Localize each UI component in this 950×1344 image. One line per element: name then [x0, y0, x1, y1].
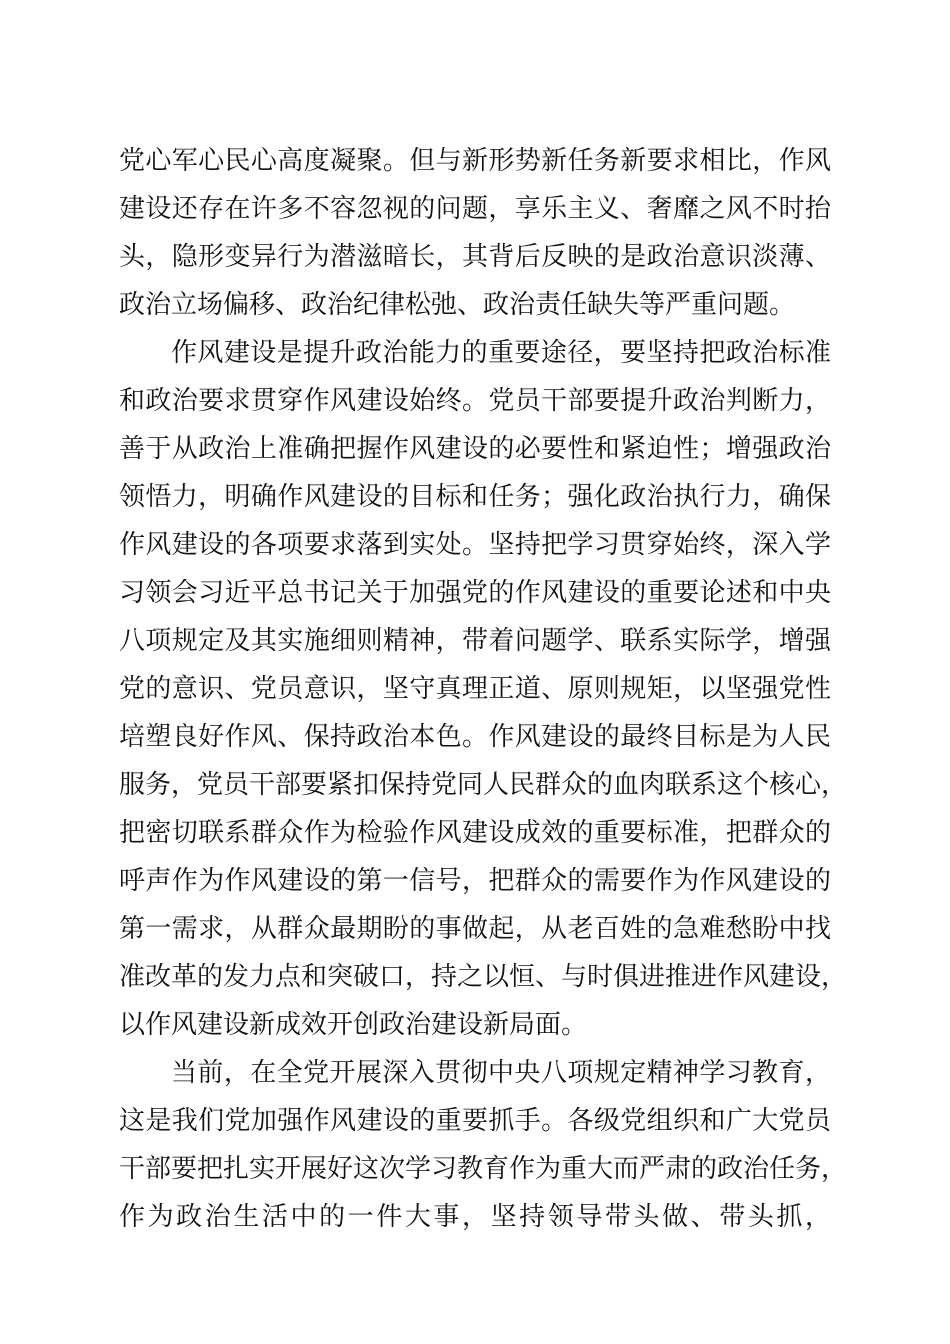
text-line: 和政治要求贯穿作风建设始终。党员干部要提升政治判断力，: [119, 386, 831, 416]
text-line: 准改革的发力点和突破口，持之以恒、与时俱进推进作风建设，: [119, 962, 848, 992]
text-line: 呼声作为作风建设的第一信号，把群众的需要作为作风建设的: [119, 866, 831, 896]
text-line: 八项规定及其实施细则精神，带着问题学、联系实际学，增强: [119, 626, 831, 656]
text-line: 干部要把扎实开展好这次学习教育作为重大而严肃的政治任务，: [119, 1154, 848, 1184]
text-line: 党心军心民心高度凝聚。但与新形势新任务新要求相比，作风: [119, 146, 831, 176]
text-line: 把密切联系群众作为检验作风建设成效的重要标准，把群众的: [119, 818, 831, 848]
text-line: 善于从政治上准确把握作风建设的必要性和紧迫性；增强政治: [119, 434, 831, 464]
text-line: 政治立场偏移、政治纪律松弛、政治责任缺失等严重问题。: [119, 290, 796, 320]
text-line: 这是我们党加强作风建设的重要抓手。各级党组织和广大党员: [119, 1106, 831, 1136]
text-line: 服务，党员干部要紧扣保持党同人民群众的血肉联系这个核心，: [119, 770, 848, 800]
text-line: 领悟力，明确作风建设的目标和任务；强化政治执行力，确保: [119, 482, 831, 512]
text-line: 第一需求，从群众最期盼的事做起，从老百姓的急难愁盼中找: [119, 914, 831, 944]
text-line: 建设还存在许多不容忽视的问题，享乐主义、奢靡之风不时抬: [119, 194, 831, 224]
text-line: 作风建设的各项要求落到实处。坚持把学习贯穿始终，深入学: [119, 530, 831, 560]
text-line: 党的意识、党员意识，坚守真理正道、原则规矩，以坚强党性: [119, 674, 831, 704]
text-line: 作风建设是提升政治能力的重要途径，要坚持把政治标准: [171, 338, 831, 368]
text-line: 头，隐形变异行为潜滋暗长，其背后反映的是政治意识淡薄、: [119, 242, 831, 272]
text-line: 培塑良好作风、保持政治本色。作风建设的最终目标是为人民: [119, 722, 831, 752]
text-line: 作为政治生活中的一件大事，坚持领导带头做、带头抓，: [119, 1202, 831, 1232]
text-line: 习领会习近平总书记关于加强党的作风建设的重要论述和中央: [119, 578, 831, 608]
text-line: 以作风建设新成效开创政治建设新局面。: [119, 1010, 588, 1040]
text-line: 当前，在全党开展深入贯彻中央八项规定精神学习教育，: [171, 1058, 831, 1088]
